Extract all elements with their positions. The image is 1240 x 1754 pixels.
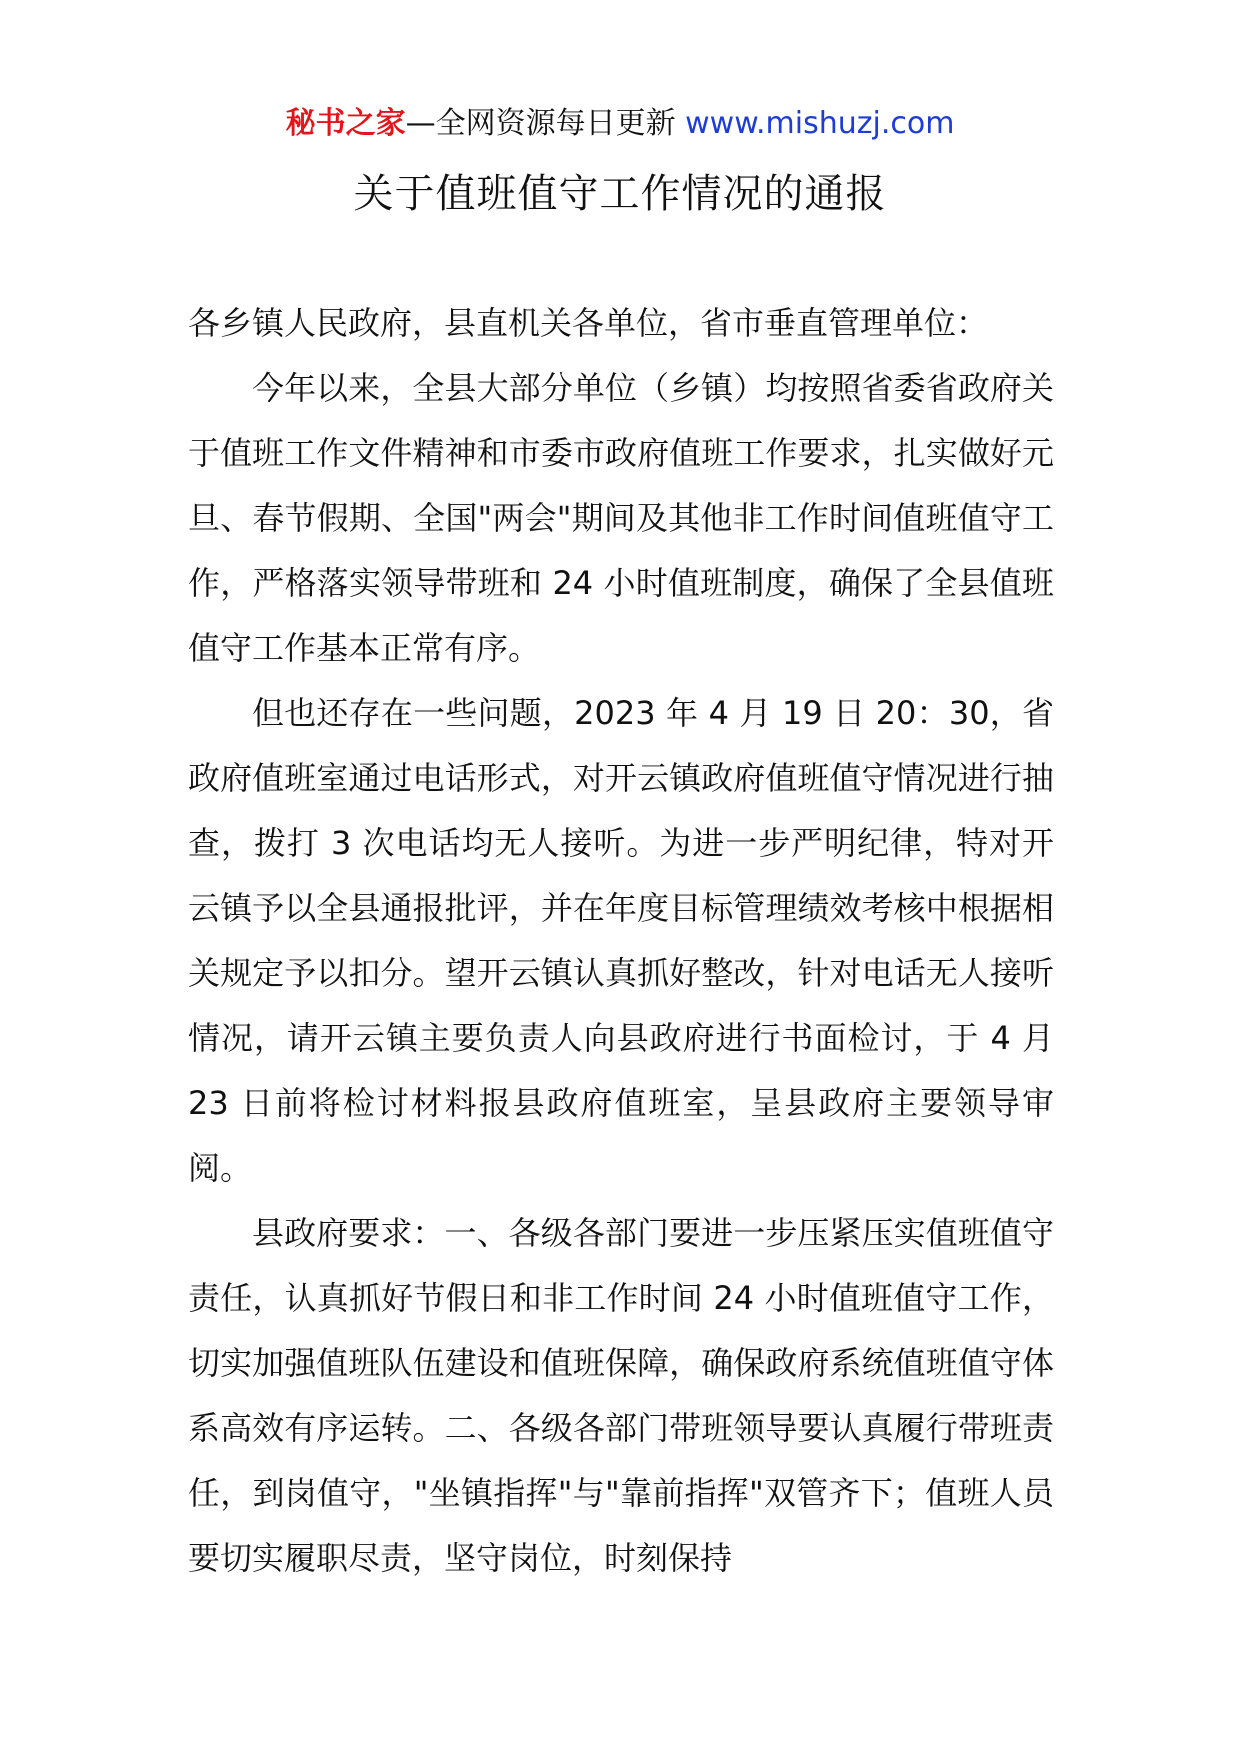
document-body bbox=[188, 291, 1054, 1591]
site-url: www.mishuzj.com bbox=[685, 106, 955, 141]
paragraph: 今年以来，全县大部分单位（乡镇）均按照省委省政府关于值班工作文件精神和市委市政府值班工作要求，扎实做好元旦、春节假期、全国"两会"期间及其他非工作时间值班值守工作，严格落实领导带班和 24 小时值班制度，确保了全县值班值守工作基本正常有序。 bbox=[188, 369, 1054, 667]
site-slogan: —全网资源每日更新 bbox=[405, 106, 676, 141]
paragraph: 但也还存在一些问题，2023 年 4 月 19 日 20：30，省政府值班室通过电话形式，对开云镇政府值班值守情况进行抽查，拨打 3 次电话均无人接听。为进一步严明纪律，特对开云镇予以全县通报批评，并在年度目标管理绩效考核中根据相关规定予以扣分。望开云镇认真抓好整改，针对电话无人接听情况，请开云镇主要负责人向县政府进行书面检讨，于 4 月 23 日前将检讨材料报县政府值班室，呈县政府主要领导审阅。 bbox=[188, 694, 1054, 1187]
paragraph: 县政府要求：一、各级各部门要进一步压紧压实值班值守责任，认真抓好节假日和非工作时间 24 小时值班值守工作，切实加强值班队伍建设和值班保障，确保政府系统值班值守体系高效有序运转。二、各级各部门带班领导要认真履行带班责任，到岗值守，"坐镇指挥"与"靠前指挥"双管齐下；值班人员要切实履职尽责，坚守岗位，时刻保持 bbox=[188, 1214, 1054, 1577]
site-watermark-header bbox=[0, 100, 1240, 148]
salutation: 各乡镇人民政府，县直机关各单位，省市垂直管理单位： bbox=[188, 304, 989, 342]
site-brand: 秘书之家 bbox=[285, 106, 406, 141]
document-title: 关于值班值守工作情况的通报 bbox=[353, 171, 887, 217]
